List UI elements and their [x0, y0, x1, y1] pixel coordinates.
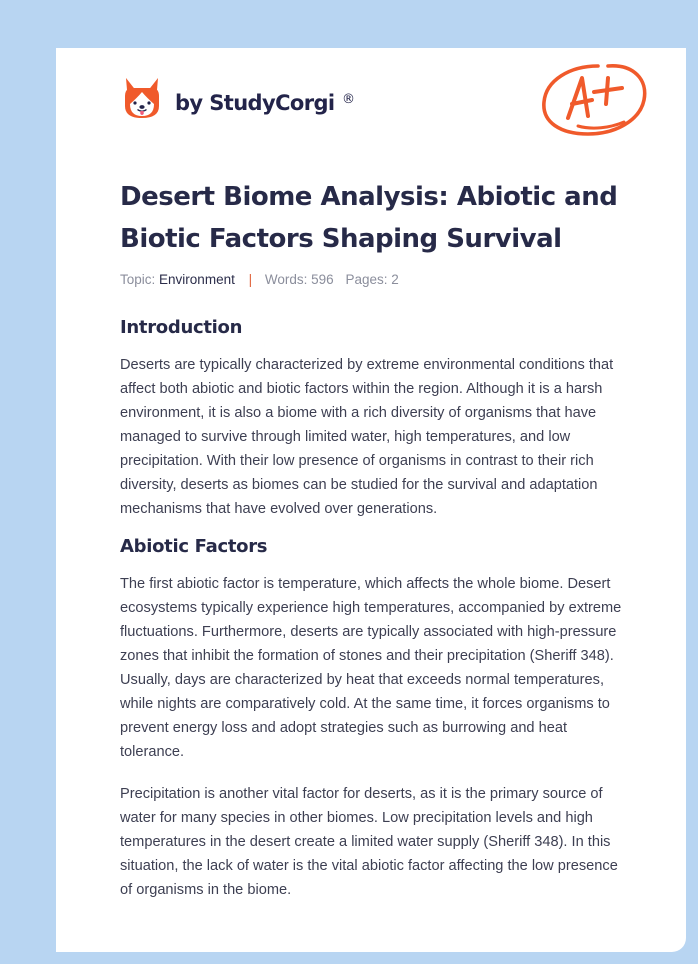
- topic-label: Topic:: [120, 272, 156, 287]
- page-title: Desert Biome Analysis: Abiotic and Biotic Factors Shaping Survival: [120, 182, 618, 254]
- a-plus-grade-icon: [538, 58, 650, 140]
- topic-link[interactable]: Environment: [159, 272, 235, 287]
- article-meta: [120, 270, 630, 290]
- registered-mark: ®: [342, 92, 355, 107]
- paragraph: Precipitation is another vital factor for deserts, as it is the primary source of water for many species in other biomes. Low precipitation levels and high temperatures in the desert create a limited water supply (Sheriff 348). In this situation, the lack of water is the vital abiotic factor affecting the low presence of organisms in the biome.: [120, 786, 618, 898]
- meta-separator: |: [248, 272, 253, 287]
- header: [56, 48, 686, 158]
- corgi-icon: [122, 76, 162, 120]
- page-count: Pages: 2: [345, 272, 399, 287]
- paragraph: Deserts are typically characterized by extreme environmental conditions that affect both abiotic and biotic factors within the region. Although it is a harsh environment, it is also a biome with a rich diversity of organisms that have managed to survive through limited water, high temperatures, and low precipitation. With their low presence of organisms in contrast to their rich diversity, deserts as biomes can be studied for the survival and adaptation mechanisms that have evolved over generations.: [120, 357, 614, 517]
- paragraph: The first abiotic factor is temperature, which affects the whole biome. Desert ecosystems typically experience high temperatures, accompanied by extreme fluctuations. Furthermore, deserts are typically associated with high-pressure zones that inhibit the formation of stones and their precipitation (Sheriff 348). Usually, days are characterized by heat that exceeds normal temperatures, while nights are comparatively cold. At the same time, it forces organisms to prevent energy loss and adopt strategies such as burrowing and heat tolerance.: [120, 576, 622, 760]
- section-heading-abiotic-factors: Abiotic Factors: [120, 536, 268, 557]
- document-card: [56, 48, 686, 952]
- section-heading-introduction: Introduction: [120, 317, 243, 338]
- word-count: Words: 596: [264, 272, 334, 287]
- studycorgi-logo[interactable]: [122, 76, 335, 120]
- article: [120, 176, 630, 902]
- logo-text: by StudyCorgi: [175, 91, 335, 115]
